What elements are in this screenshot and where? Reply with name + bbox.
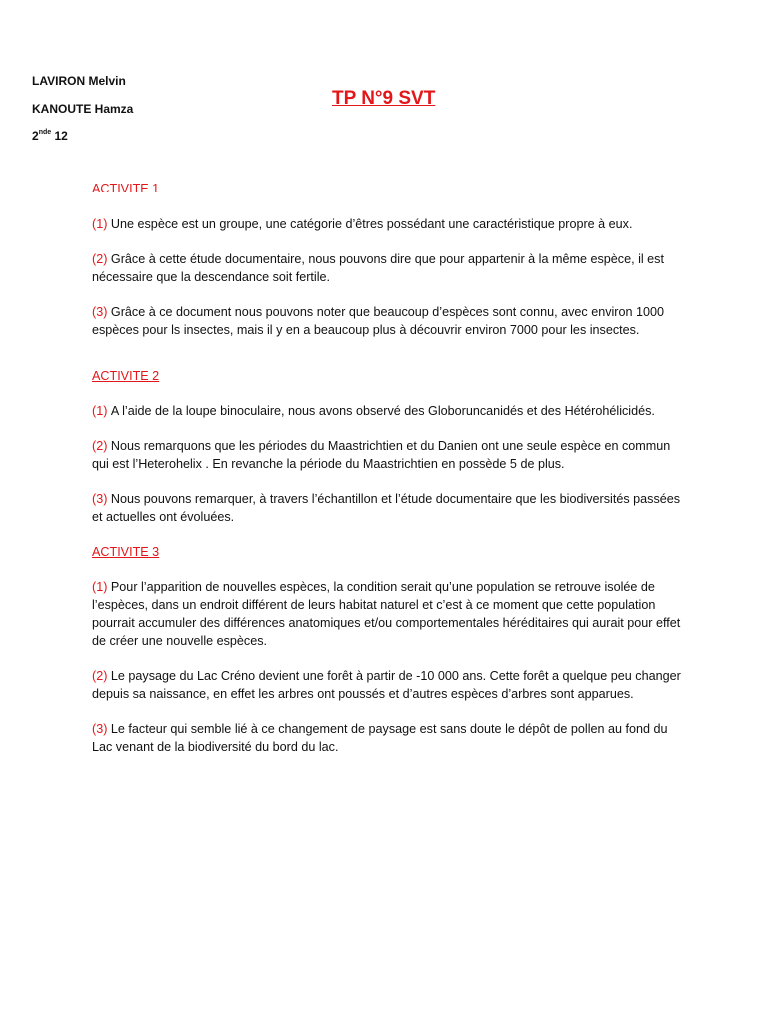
activity-2-heading: ACTIVITE 2: [92, 369, 160, 383]
document-title: TP N°9 SVT: [332, 88, 436, 109]
class-superscript: nde: [38, 129, 52, 136]
activity-1-question-2: [92, 250, 682, 286]
answer-text: Grâce à ce document nous pouvons noter que beaucoup d’espèces sont connu, avec environ 1000 espèces pour ls insectes, mais il y en a beaucoup plus à découvrir environ 7000 pour les insectes.: [92, 305, 665, 337]
activity-3-question-1: [92, 578, 682, 650]
author-name-1: LAVIRON Melvin: [32, 74, 126, 88]
answer-text: Nous remarquons que les périodes du Maastrichtien et du Danien ont une seule espèce en commun qui est l’Heterohelix . En revanche la période du Maastrichtien en possède 5 de plus.: [92, 439, 671, 471]
question-number: (1): [92, 404, 108, 418]
activity-3-heading: ACTIVITE 3: [92, 545, 160, 559]
question-number: (1): [92, 580, 108, 594]
class-number: 2: [32, 129, 39, 143]
document-body: [92, 180, 682, 756]
activity-3-question-2: [92, 667, 682, 703]
question-number: (3): [92, 492, 108, 506]
answer-text: Le paysage du Lac Créno devient une forêt à partir de -10 000 ans. Cette forêt a quelque peu changer depuis sa naissance, en effet les arbres ont poussés et d’autres espèces d’arbres sont apparues.: [92, 669, 681, 701]
author-name-2: KANOUTE Hamza: [32, 102, 134, 116]
activity-2-question-3: [92, 490, 682, 526]
question-number: (1): [92, 217, 108, 231]
answer-text: Une espèce est un groupe, une catégorie d’êtres possédant une caractéristique propre à eux.: [110, 217, 633, 231]
class-group: 12: [51, 129, 68, 143]
question-number: (2): [92, 252, 108, 266]
question-number: (2): [92, 439, 108, 453]
answer-text: Pour l’apparition de nouvelles espèces, la condition serait qu’une population se retrouve isolée de l’espèces, dans un endroit différent de leurs habitat naturel et c’est à ce moment que cette population pourrait accumuler des différences anatomiques et/ou comportementales héréditaires qui aurait pour effet de créer une nouvelle espèces.: [92, 580, 681, 648]
question-number: (2): [92, 669, 108, 683]
activity-2-question-2: [92, 437, 682, 473]
activity-2-question-1: [92, 402, 682, 420]
answer-text: Le facteur qui semble lié à ce changement de paysage est sans doute le dépôt de pollen au fond du Lac venant de la biodiversité du bord du lac.: [92, 722, 668, 754]
activity-1-question-1: [92, 215, 682, 233]
answer-text: Nous pouvons remarquer, à travers l’échantillon et l’étude documentaire que les biodiversités passées et actuelles ont évoluées.: [92, 492, 681, 524]
answer-text: Grâce à cette étude documentaire, nous pouvons dire que pour appartenir à la même espèce, il est nécessaire que la descendance soit fertile.: [92, 252, 664, 284]
activity-1-question-3: [92, 303, 682, 339]
question-number: (3): [92, 305, 108, 319]
activity-3-question-3: [92, 720, 682, 756]
class-label: [32, 129, 68, 143]
answer-text: A l’aide de la loupe binoculaire, nous avons observé des Globoruncanidés et des Hétérohélicidés.: [110, 404, 655, 418]
question-number: (3): [92, 722, 108, 736]
activity-1-heading: ACTIVITE 1: [92, 182, 160, 192]
